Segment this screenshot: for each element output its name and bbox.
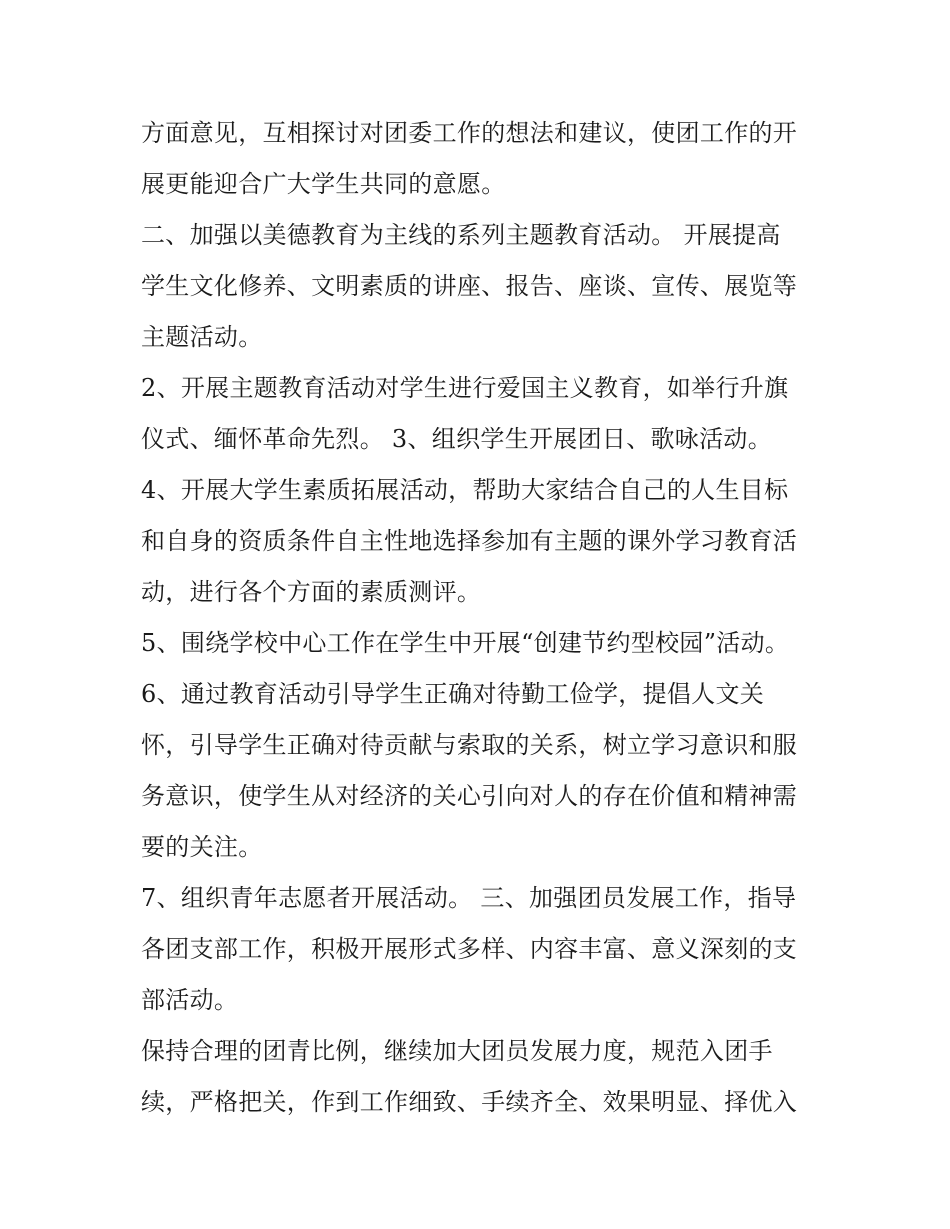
text-line: 各团支部工作，积极开展形式多样、内容丰富、意义深刻的支 — [141, 935, 798, 963]
body-text — [141, 108, 821, 1128]
text-line: 5、围绕学校中心工作在学生中开展“创建节约型校园”活动。 — [141, 629, 790, 657]
text-line: 展更能迎合广大学生共同的意愿。 — [141, 170, 506, 198]
text-line: 部活动。 — [141, 986, 239, 1014]
text-line: 6、通过教育活动引导学生正确对待勤工俭学，提倡人文关 — [141, 680, 765, 708]
text-line: 方面意见，互相探讨对团委工作的想法和建议，使团工作的开 — [141, 119, 798, 147]
text-line: 学生文化修养、文明素质的讲座、报告、座谈、宣传、展览等 — [141, 272, 798, 300]
text-line: 动，进行各个方面的素质测评。 — [141, 578, 482, 606]
text-line: 要的关注。 — [141, 833, 263, 861]
text-line: 二、加强以美德教育为主线的系列主题教育活动。 开展提高 — [141, 221, 781, 249]
text-line: 保持合理的团青比例，继续加大团员发展力度，规范入团手 — [141, 1037, 773, 1065]
text-line: 怀，引导学生正确对待贡献与索取的关系，树立学习意识和服 — [141, 731, 798, 759]
text-line: 务意识，使学生从对经济的关心引向对人的存在价值和精神需 — [141, 782, 798, 810]
text-line: 主题活动。 — [141, 323, 263, 351]
text-line: 2、开展主题教育活动对学生进行爱国主义教育，如举行升旗 — [141, 374, 789, 402]
text-line: 仪式、缅怀革命先烈。 3、组织学生开展团日、歌咏活动。 — [141, 425, 772, 453]
text-line: 4、开展大学生素质拓展活动，帮助大家结合自己的人生目标 — [141, 476, 789, 504]
text-line: 续，严格把关，作到工作细致、手续齐全、效果明显、择优入 — [141, 1088, 798, 1116]
text-line: 7、组织青年志愿者开展活动。 三、加强团员发展工作，指导 — [141, 884, 797, 912]
text-line: 和自身的资质条件自主性地选择参加有主题的课外学习教育活 — [141, 527, 798, 555]
